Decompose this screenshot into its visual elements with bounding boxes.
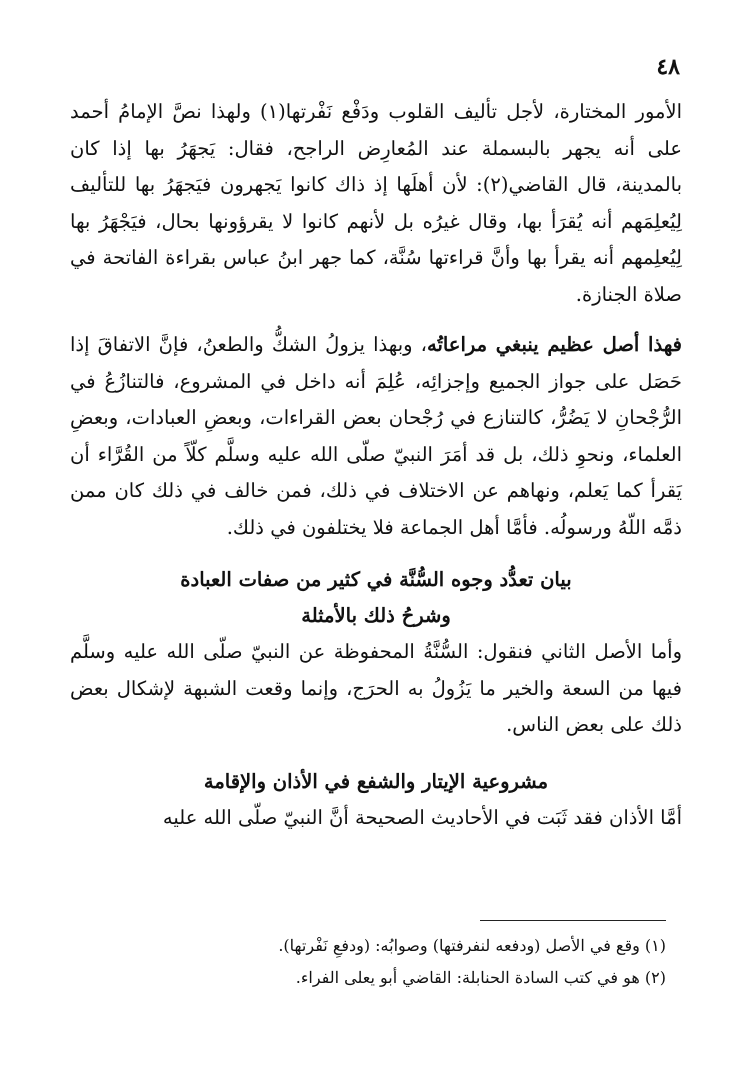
footnote-1: (١) وقع في الأصل (ودفعه لنفرفتها) وصوابُه: (ودفعِ نَفْرتها).: [278, 936, 666, 955]
paragraph-4: أمَّا الأذان فقد ثَبَت في الأحاديث الصحيحة أنَّ النبيّ صلّى الله عليه: [162, 805, 682, 829]
section-heading-2: مشروعية الإيتار والشفع في الأذان والإقامة: [203, 769, 549, 793]
paragraph-2: [70, 327, 682, 546]
footnotes: [90, 930, 666, 994]
page-number: ٤٨: [656, 54, 680, 80]
paragraph-2-bold-lead: فهذا أصل عظيم ينبغي مراعاتُه: [426, 333, 683, 356]
paragraph-2-body: ، وبهذا يزولُ الشكُّ والطعنُ، فإنَّ الاتفاقَ إذا حَصَل على جواز الجميع وإجزائِه، عُلِمَ أنه داخل في المشروع، فالتنازُعُ في الرُّجْحانِ لا يَضُرُّ، كالتنازع في رُجْحان بعض القراءات، وبعضِ العبادات، وبعضِ العلماء، ونحوِ ذلك، بل قد أمَرَ النبيّ صلّى الله عليه وسلَّم كلّاً من القُرَّاء أن يَقرأ كما يَعلم، ونهاهم عن الاختلاف في ذلك، فمن خالف في ذلك كان ممن ذمَّه اللّهُ ورسولُه. فأمَّا أهل الجماعة فلا يختلفون في ذلك.: [70, 333, 682, 539]
footnote-separator: [480, 920, 666, 921]
section-heading-1-line-1: بيان تعدُّد وجوه السُّنَّة في كثير من صفات العبادة: [180, 568, 572, 591]
section-heading-1-line-2: وشرحُ ذلك بالأمثلة: [301, 604, 451, 627]
paragraph-3: وأما الأصل الثاني فنقول: السُّنَّةُ المحفوظة عن النبيّ صلّى الله عليه وسلَّم فيها من السعة والخير ما يَزُولُ به الحرَج، وإنما وقعت الشبهة لإشكال بعض ذلك على بعض الناس.: [70, 640, 682, 736]
main-text: [70, 94, 682, 836]
paragraph-1: الأمور المختارة، لأجل تأليف القلوب ودَفْع نَفْرتها(١) ولهذا نصَّ الإمامُ أحمد على أنه يجهر بالبسملة عند المُعارِض الراجح، فقال: يَجهَرُ بها إذا كان بالمدينة، قال القاضي(٢): لأن أهلَها إذ ذاك كانوا يَجهرون فيَجهَرُ بها للتأليف لِيُعلِمَهم أنه يُقرَأ بها، وقال غيرُه بل لأنهم كانوا لا يقرؤونها بحال، فيَجْهَرُ بها لِيُعلِمهم أنه يقرأ بها وأنَّ قراءتها سُنَّة، كما جهر ابنُ عباس بقراءة الفاتحة في صلاة الجنازة.: [70, 100, 682, 306]
footnote-2: (٢) هو في كتب السادة الحنابلة: القاضي أبو يعلى الفراء.: [295, 968, 666, 987]
